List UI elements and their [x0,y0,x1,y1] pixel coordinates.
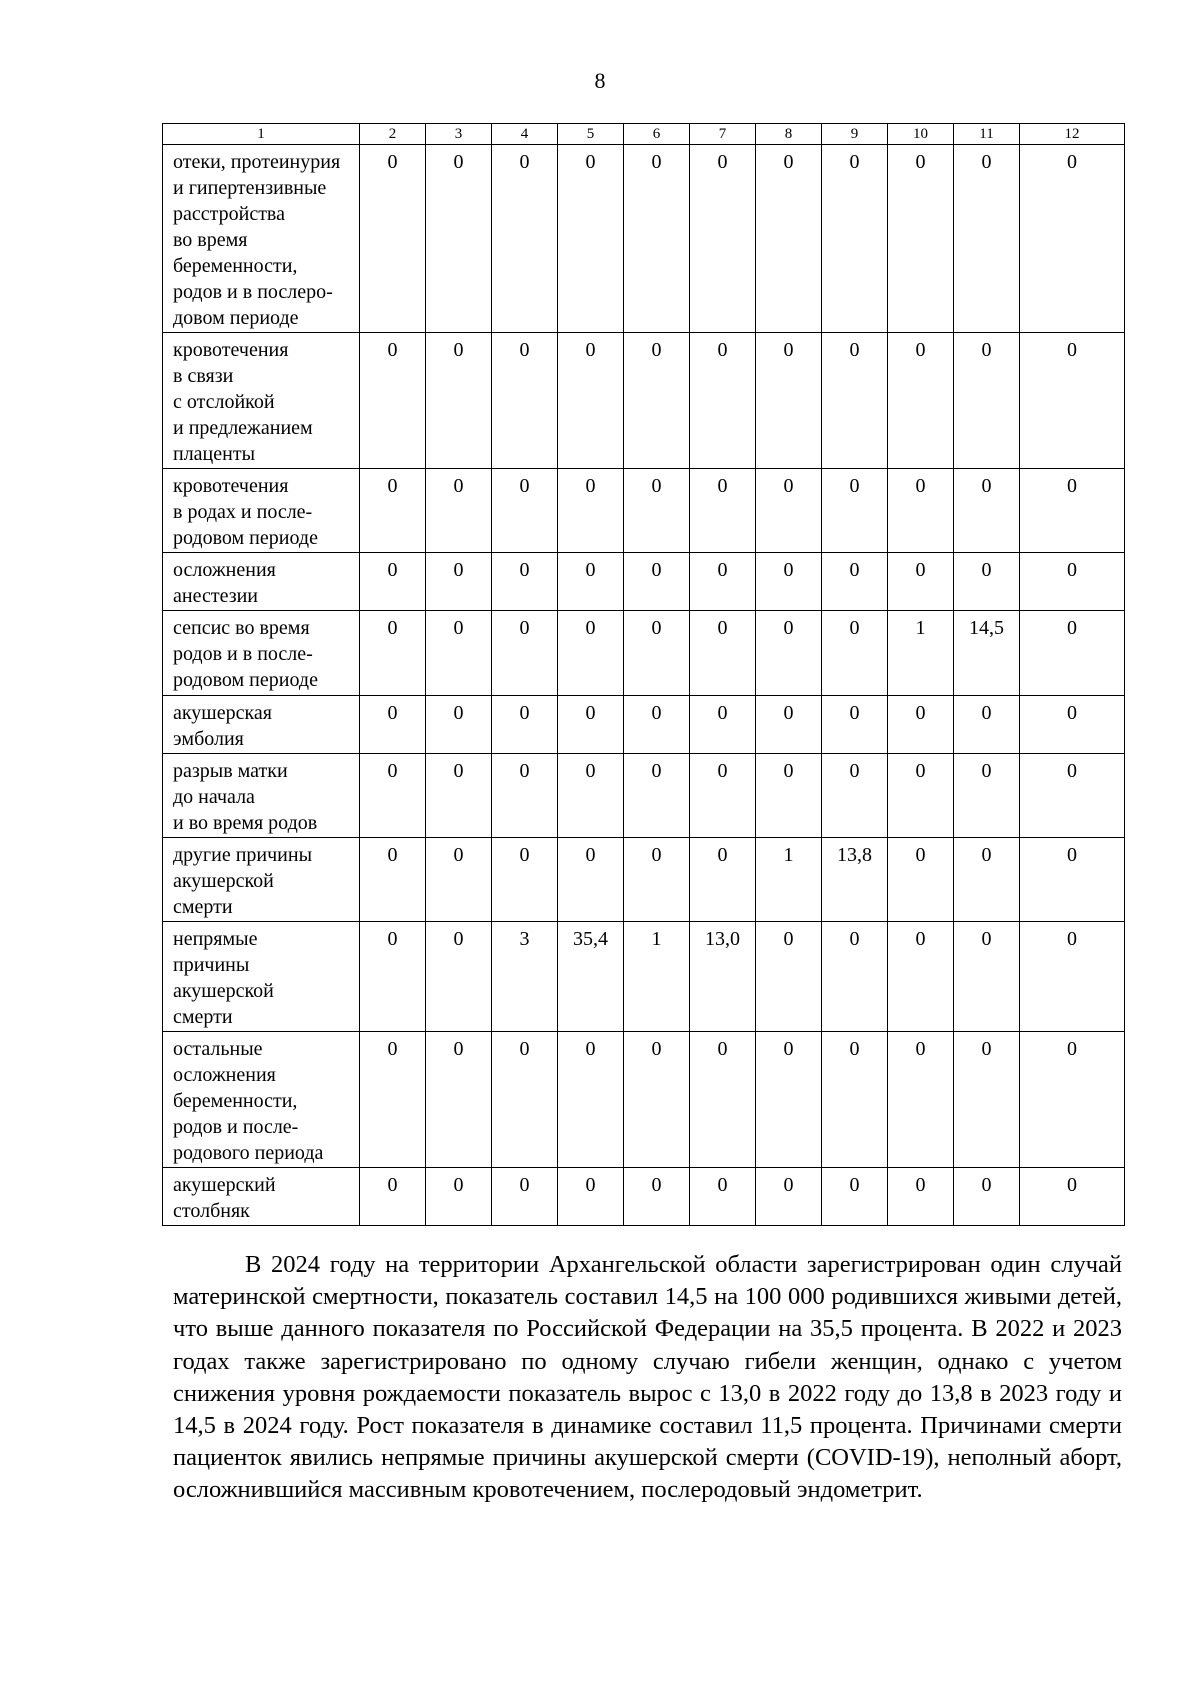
table-cell: 0 [624,1032,690,1168]
table-cell: 0 [690,611,756,696]
table-cell: 0 [954,1032,1020,1168]
column-header: 4 [492,124,558,145]
table-cell: 35,4 [558,922,624,1032]
table-cell: 0 [822,696,888,754]
table-cell: 0 [360,469,426,553]
table-row [163,754,1125,838]
row-label: другие причины акушерской смерти [163,838,360,922]
table-cell: 1 [756,838,822,922]
table-cell: 0 [1020,333,1125,469]
column-header: 10 [888,124,954,145]
table-cell: 0 [360,611,426,696]
table-cell: 0 [426,469,492,553]
table-cell: 0 [426,553,492,611]
table-cell: 0 [888,1168,954,1226]
row-label: разрыв матки до начала и во время родов [163,754,360,838]
table-cell: 1 [624,922,690,1032]
column-header: 11 [954,124,1020,145]
table-cell: 0 [624,1168,690,1226]
table-cell: 0 [690,333,756,469]
column-header: 7 [690,124,756,145]
column-header: 9 [822,124,888,145]
table-cell: 0 [888,754,954,838]
table-cell: 0 [1020,838,1125,922]
table-cell: 0 [558,333,624,469]
table-cell: 0 [888,1032,954,1168]
table-row [163,1032,1125,1168]
table-row [163,696,1125,754]
table-cell: 0 [954,754,1020,838]
table-cell: 0 [954,469,1020,553]
table-cell: 0 [558,145,624,333]
table-cell: 0 [492,1168,558,1226]
table-cell: 0 [690,1168,756,1226]
table-cell: 0 [756,696,822,754]
table-cell: 0 [756,333,822,469]
table-cell: 0 [360,553,426,611]
row-label: осложнения анестезии [163,553,360,611]
page-number: 8 [594,68,606,93]
table-cell: 0 [426,696,492,754]
column-header: 1 [163,124,360,145]
table-cell: 0 [1020,145,1125,333]
table-cell: 0 [558,754,624,838]
table-cell: 0 [954,922,1020,1032]
table-cell: 0 [360,696,426,754]
table-cell: 0 [426,611,492,696]
table-cell: 0 [558,553,624,611]
row-label: акушерская эмболия [163,696,360,754]
row-label: кровотечения в родах и после- родовом периоде [163,469,360,553]
table-cell: 0 [756,1168,822,1226]
table-cell: 0 [690,838,756,922]
table-cell: 0 [426,754,492,838]
table-cell: 0 [1020,553,1125,611]
table-cell: 0 [822,145,888,333]
table-cell: 0 [624,754,690,838]
table-cell: 0 [1020,754,1125,838]
table-cell: 0 [756,1032,822,1168]
table-cell: 0 [954,553,1020,611]
column-header: 6 [624,124,690,145]
table-cell: 0 [624,145,690,333]
row-label: сепсис во время родов и в после- родовом периоде [163,611,360,696]
table-cell: 0 [492,754,558,838]
column-header: 5 [558,124,624,145]
table-cell: 0 [360,333,426,469]
table-cell: 0 [558,1168,624,1226]
table-cell: 0 [954,333,1020,469]
table-cell: 0 [624,469,690,553]
table-cell: 0 [558,1032,624,1168]
table-cell: 0 [888,333,954,469]
table-cell: 0 [558,611,624,696]
table-cell: 0 [492,553,558,611]
table-cell: 0 [822,754,888,838]
table-cell: 0 [756,611,822,696]
table-cell: 0 [954,696,1020,754]
row-label: непрямые причины акушерской смерти [163,922,360,1032]
table-cell: 0 [360,145,426,333]
table-cell: 13,0 [690,922,756,1032]
column-header: 2 [360,124,426,145]
table-cell: 0 [954,838,1020,922]
table-cell: 0 [492,333,558,469]
table-cell: 0 [492,696,558,754]
maternal-mortality-causes-table [162,123,1125,1226]
table-cell: 0 [888,696,954,754]
row-label: кровотечения в связи с отслойкой и предлежанием плаценты [163,333,360,469]
column-header: 8 [756,124,822,145]
table-cell: 0 [360,1032,426,1168]
table-cell: 1 [888,611,954,696]
table-row [163,611,1125,696]
table-cell: 0 [360,922,426,1032]
table-cell: 0 [558,838,624,922]
table-row [163,922,1125,1032]
table-cell: 0 [690,1032,756,1168]
table-cell: 0 [888,553,954,611]
table-row [163,469,1125,553]
table-cell: 0 [426,922,492,1032]
table-cell: 0 [822,469,888,553]
table-cell: 0 [888,469,954,553]
table-row [163,333,1125,469]
table-cell: 0 [1020,469,1125,553]
summary-paragraph: В 2024 году на территории Архангельской области зарегистрирован один случай материнской смертности, показатель составил 14,5 на 100 000 родившихся живыми детей, что выше данного показателя по Российской Федерации на 35,5 процента. В 2022 и 2023 годах также зарегистрировано по одному случаю гибели женщин, однако с учетом снижения уровня рождаемости показатель вырос с 13,0 в 2022 году до 13,8 в 2023 году и 14,5 в 2024 году. Рост показателя в динамике составил 11,5 процента. Причинами смерти пациенток явились непрямые причины акушерской смерти (COVID-19), неполный аборт, осложнившийся массивным кровотечением, послеродовый эндометрит. [173,1251,1122,1504]
table-cell: 0 [426,1032,492,1168]
table-cell: 0 [426,1168,492,1226]
table-body [163,145,1125,1226]
table-cell: 0 [1020,922,1125,1032]
table-cell: 0 [822,553,888,611]
table-cell: 0 [690,696,756,754]
table-cell: 0 [690,754,756,838]
table-cell: 13,8 [822,838,888,922]
table-cell: 0 [756,922,822,1032]
table-cell: 0 [492,1032,558,1168]
table-cell: 0 [492,838,558,922]
table-cell: 14,5 [954,611,1020,696]
table-cell: 0 [624,611,690,696]
table-cell: 0 [426,838,492,922]
table-cell: 0 [426,145,492,333]
table-row [163,553,1125,611]
row-label: отеки, протеинурия и гипертензивные расстройства во время беременности, родов и в послеро- довом периоде [163,145,360,333]
table-cell: 0 [624,696,690,754]
table-cell: 0 [558,696,624,754]
table-cell: 0 [888,838,954,922]
table-cell: 0 [756,469,822,553]
table-cell: 0 [756,754,822,838]
table-cell: 0 [954,145,1020,333]
table-cell: 0 [360,838,426,922]
table-cell: 0 [888,145,954,333]
table-cell: 0 [690,553,756,611]
table-cell: 3 [492,922,558,1032]
table-cell: 0 [756,553,822,611]
table-cell: 0 [624,333,690,469]
table-cell: 0 [624,838,690,922]
table-cell: 0 [426,333,492,469]
table-cell: 0 [756,145,822,333]
table-cell: 0 [1020,696,1125,754]
table-cell: 0 [822,611,888,696]
table-row [163,838,1125,922]
table-cell: 0 [822,922,888,1032]
table-cell: 0 [690,145,756,333]
table-cell: 0 [822,1168,888,1226]
table-cell: 0 [1020,1168,1125,1226]
table-cell: 0 [624,553,690,611]
table-row [163,145,1125,333]
table-cell: 0 [1020,1032,1125,1168]
table-cell: 0 [690,469,756,553]
table-cell: 0 [360,1168,426,1226]
table-cell: 0 [492,611,558,696]
table-cell: 0 [822,1032,888,1168]
table-cell: 0 [492,469,558,553]
table-cell: 0 [360,754,426,838]
table-cell: 0 [822,333,888,469]
column-header: 3 [426,124,492,145]
table-cell: 0 [954,1168,1020,1226]
table-cell: 0 [492,145,558,333]
table-cell: 0 [888,922,954,1032]
row-label: остальные осложнения беременности, родов и после- родового периода [163,1032,360,1168]
row-label: акушерский столбняк [163,1168,360,1226]
column-header: 12 [1020,124,1125,145]
table-row [163,1168,1125,1226]
table-cell: 0 [558,469,624,553]
table-cell: 0 [1020,611,1125,696]
table-header-row [163,124,1125,145]
